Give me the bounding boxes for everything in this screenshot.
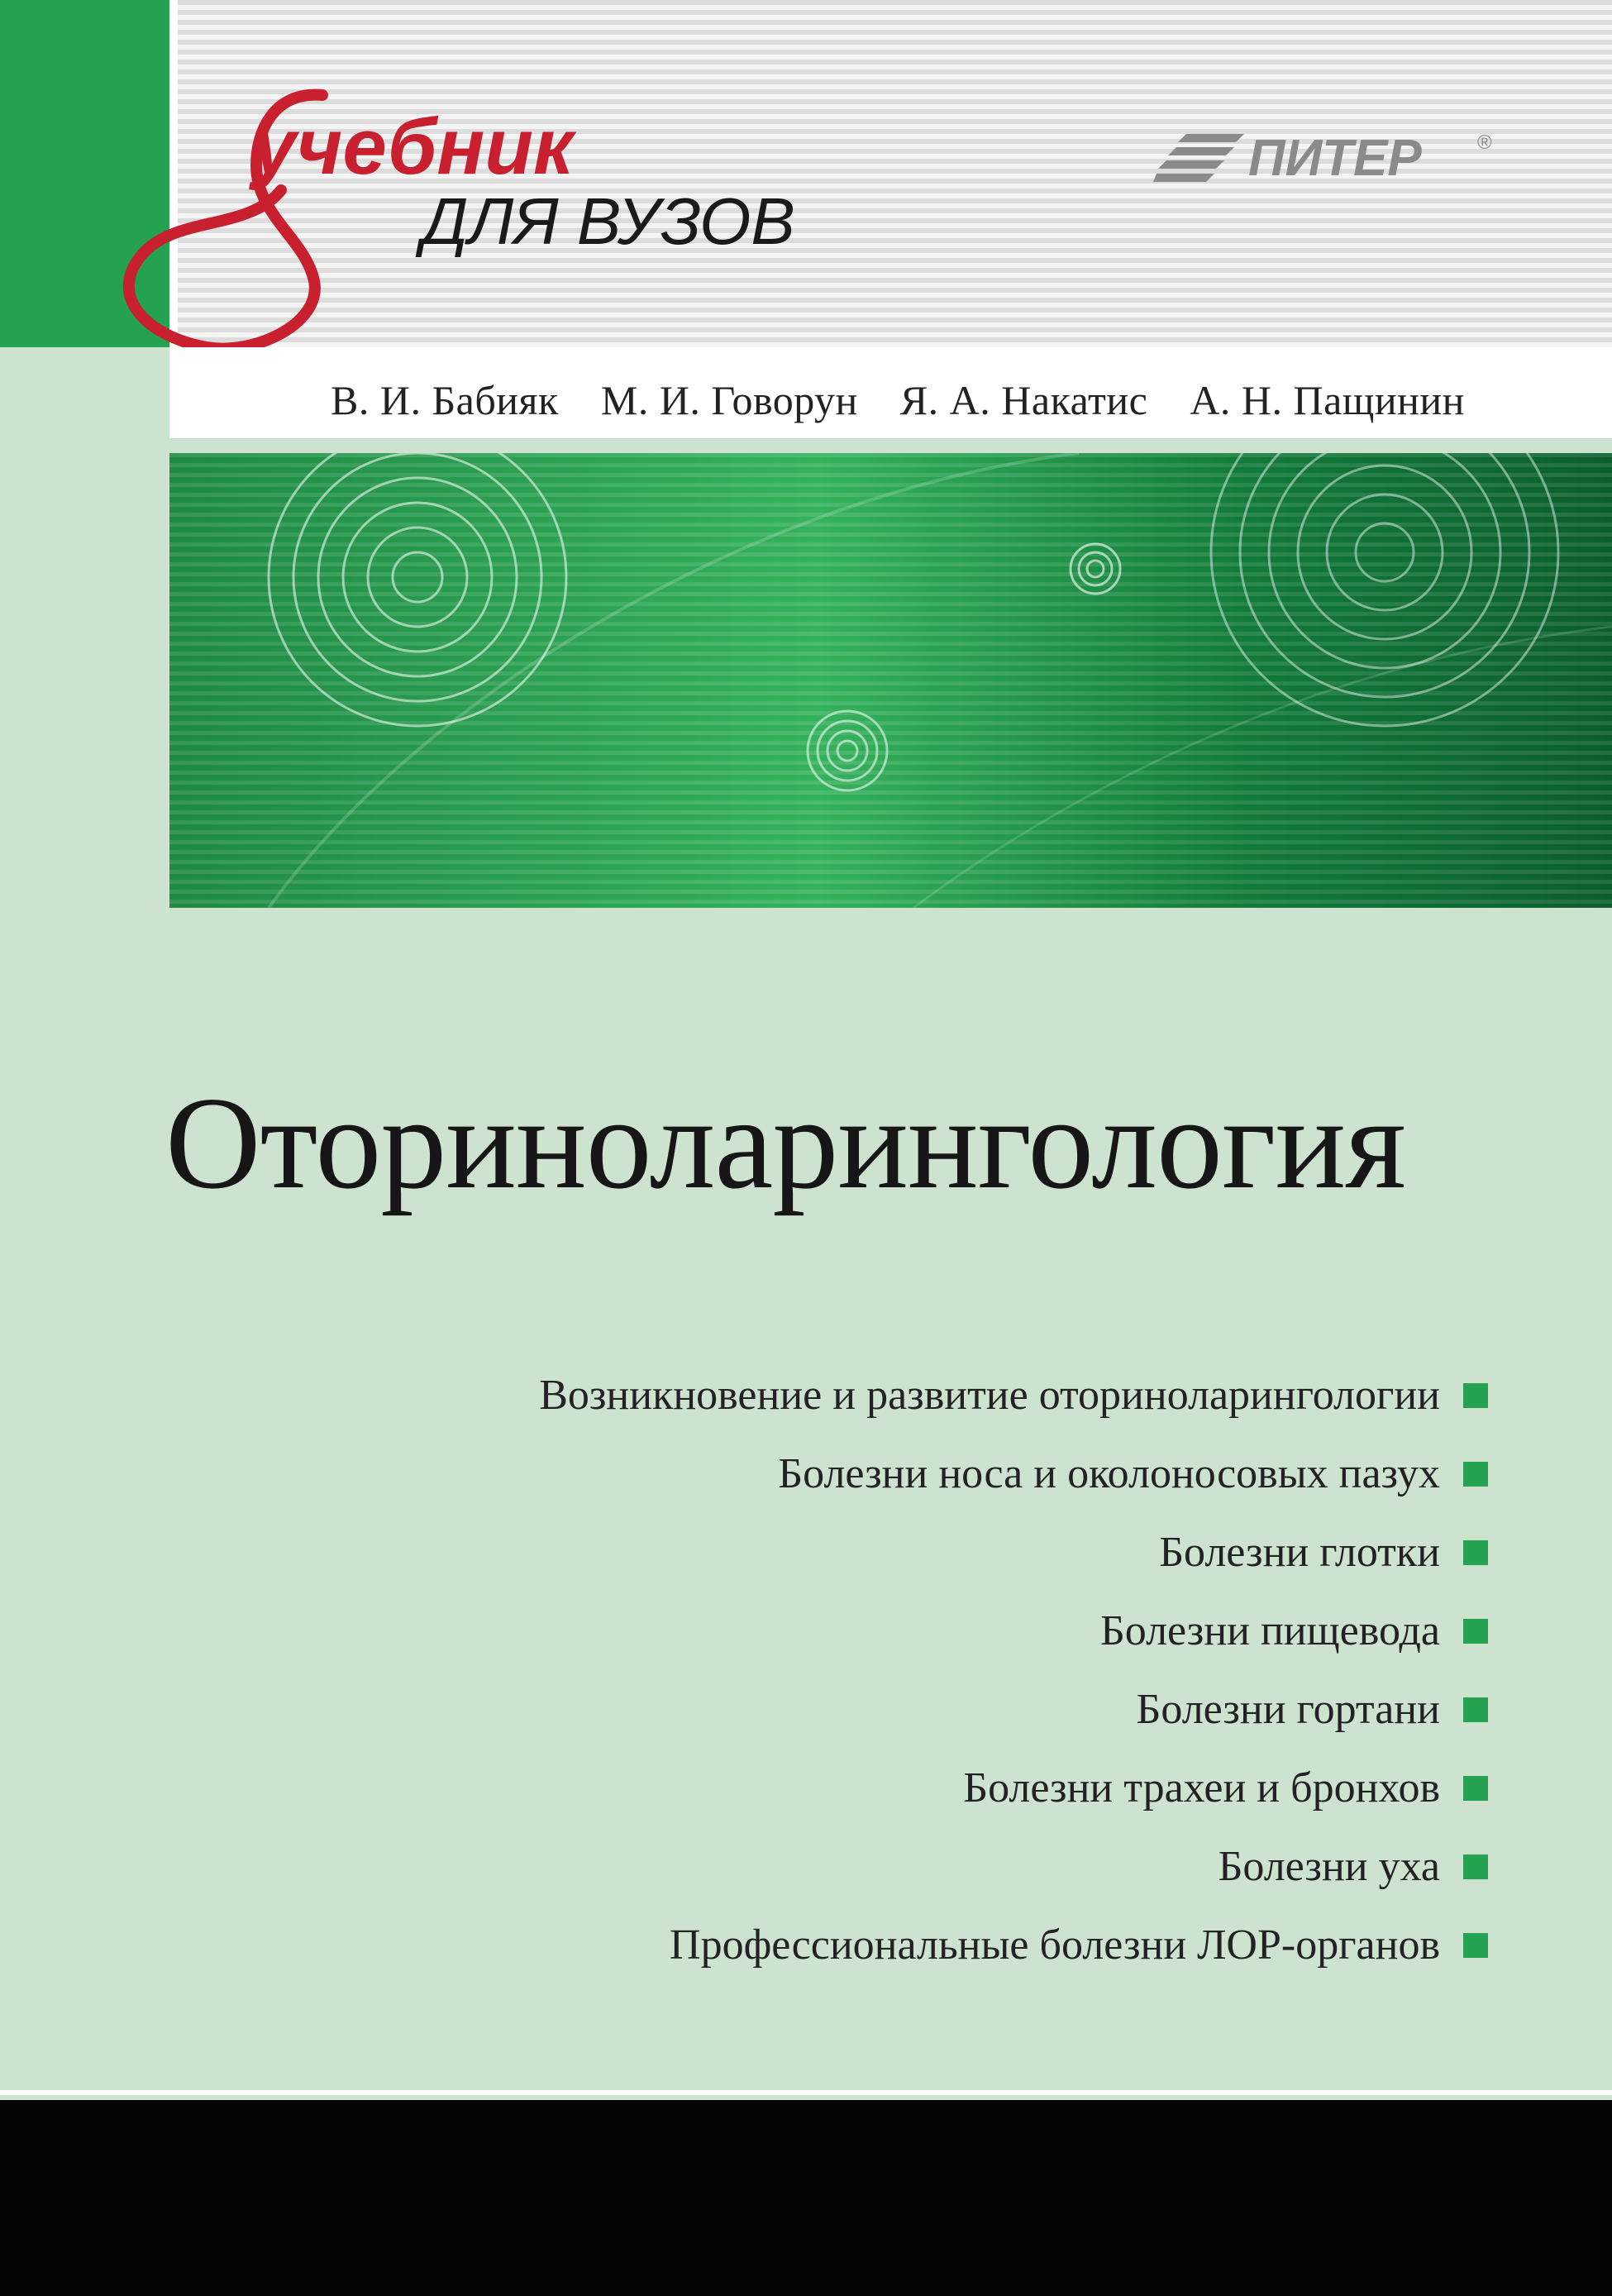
square-bullet-icon bbox=[1463, 1854, 1488, 1879]
topic-text: Болезни гортани bbox=[1136, 1686, 1440, 1733]
square-bullet-icon bbox=[1463, 1462, 1488, 1487]
topic-text: Возникновение и развитие оториноларингологии bbox=[539, 1372, 1440, 1419]
list-item bbox=[165, 1513, 1488, 1592]
square-bullet-icon bbox=[1463, 1933, 1488, 1958]
author-1: В. И. Бабияк bbox=[331, 377, 559, 423]
publisher-wing-icon bbox=[1153, 134, 1244, 182]
list-item bbox=[165, 1356, 1488, 1434]
series-logo bbox=[50, 74, 860, 389]
topic-text: Профессиональные болезни ЛОР-органов bbox=[670, 1921, 1440, 1969]
topic-text: Болезни трахеи и бронхов bbox=[963, 1764, 1440, 1812]
authors-line bbox=[331, 376, 1496, 424]
series-line1: учебник bbox=[252, 103, 574, 191]
square-bullet-icon bbox=[1463, 1540, 1488, 1565]
list-item bbox=[165, 1434, 1488, 1513]
cover-artwork bbox=[169, 453, 1612, 908]
square-bullet-icon bbox=[1463, 1697, 1488, 1722]
list-item bbox=[165, 1906, 1488, 1984]
book-title: Оториноларингология bbox=[165, 1069, 1405, 1216]
list-item bbox=[165, 1827, 1488, 1906]
author-3: Я. А. Накатис bbox=[899, 377, 1148, 423]
bottom-divider bbox=[0, 2090, 1612, 2095]
topic-text: Болезни уха bbox=[1218, 1843, 1440, 1890]
publisher-logo bbox=[1153, 124, 1500, 190]
list-item bbox=[165, 1670, 1488, 1749]
topic-text: Болезни носа и околоносовых пазух bbox=[778, 1450, 1440, 1497]
topic-list bbox=[165, 1356, 1488, 1984]
square-bullet-icon bbox=[1463, 1383, 1488, 1408]
list-item bbox=[165, 1592, 1488, 1670]
square-bullet-icon bbox=[1463, 1776, 1488, 1801]
topic-text: Болезни глотки bbox=[1159, 1529, 1440, 1576]
author-4: А. Н. Пащинин bbox=[1190, 377, 1465, 423]
bottom-black-bar bbox=[0, 2100, 1612, 2296]
publisher-name: ПИТЕР bbox=[1248, 130, 1422, 187]
square-bullet-icon bbox=[1463, 1619, 1488, 1644]
list-item bbox=[165, 1749, 1488, 1827]
series-line2: ДЛЯ ВУЗОВ bbox=[422, 184, 795, 258]
topic-text: Болезни пищевода bbox=[1099, 1607, 1440, 1654]
publisher-registered-mark: ® bbox=[1477, 131, 1492, 154]
author-2: М. И. Говорун bbox=[600, 377, 858, 423]
